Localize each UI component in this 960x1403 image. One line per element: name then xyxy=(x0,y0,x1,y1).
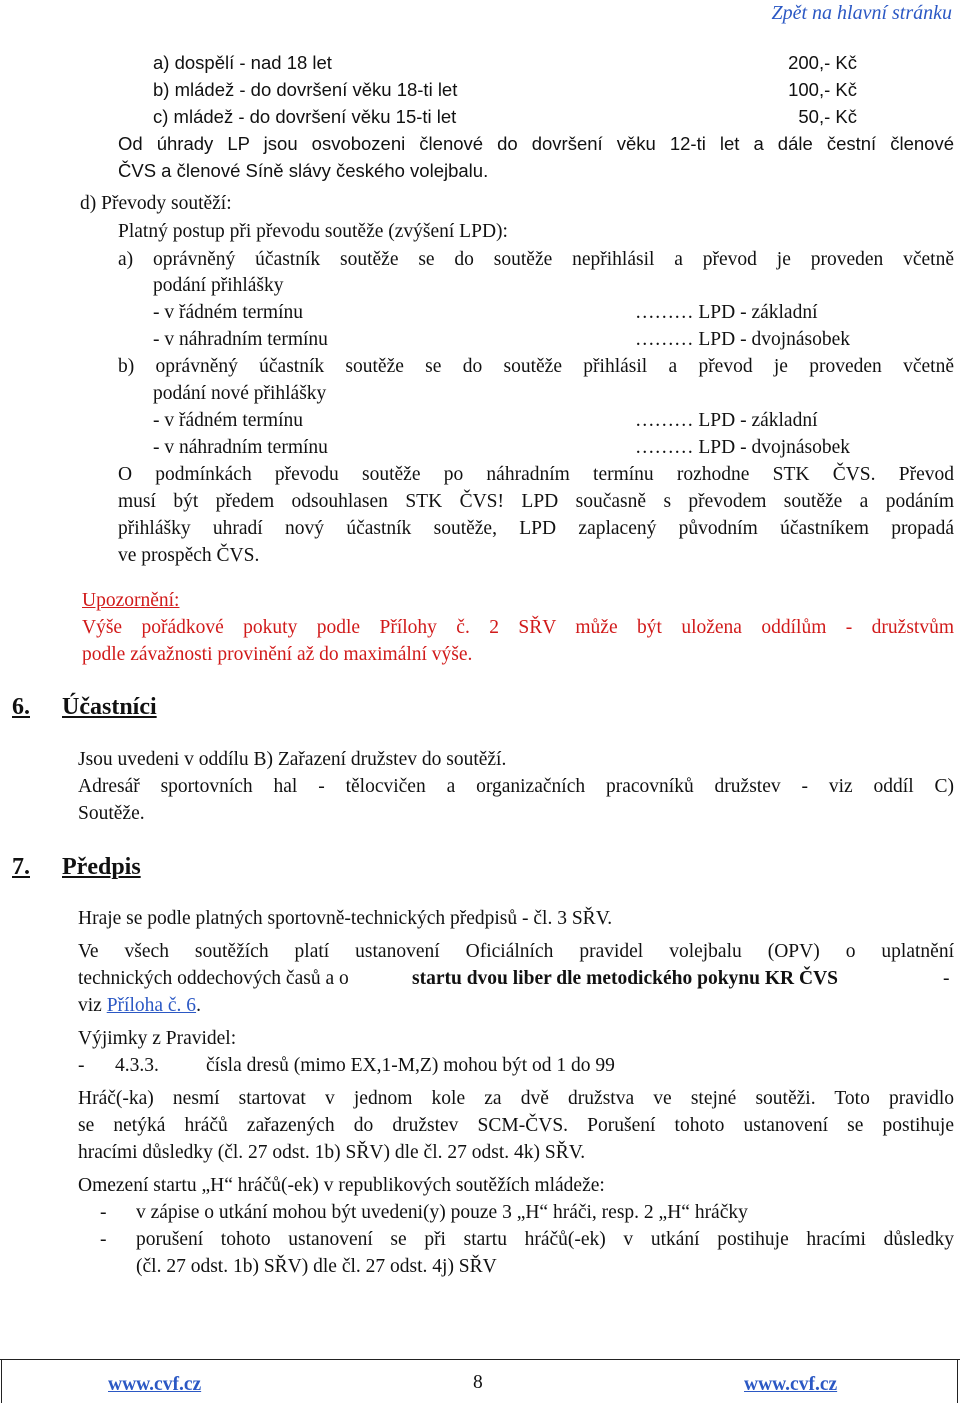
exception-rule-number: 4.3.3. xyxy=(115,1055,159,1076)
transfers-b-regular-term: - v řádném termínu xyxy=(153,410,303,431)
transfers-a-regular-term: - v řádném termínu xyxy=(153,302,303,323)
limit-item-2-dash: - xyxy=(100,1229,107,1250)
section-6-line-3: Soutěže. xyxy=(78,803,145,824)
transfers-intro: Platný postup při převodu soutěže (zvýšení LPD): xyxy=(118,221,508,242)
opv-line-3-prefix: viz xyxy=(78,995,102,1016)
section-6-line-2: Adresář sportovních hal - tělocvičen a organizačních pracovníků družstev - viz oddíl C) xyxy=(78,776,954,797)
exception-dash: - xyxy=(78,1055,85,1076)
warning-line-2: podle závažnosti provinění až do maximální výše. xyxy=(82,644,473,665)
footer-border-right xyxy=(957,1359,958,1403)
player-line-1: Hráč(-ka) nesmí startovat v jednom kole za dvě družstva ve stejné soutěži. Toto pravidlo xyxy=(78,1088,954,1109)
transfers-title: d) Převody soutěží: xyxy=(80,193,232,214)
fee-youth15-label: c) mládež - do dovršení věku 15-ti let xyxy=(153,106,457,127)
opv-line-2-start: technických oddechových časů a o xyxy=(78,968,349,989)
player-line-2: se netýká hráčů zařazených do družstev SCM-ČVS. Porušení tohoto ustanovení se postihuje xyxy=(78,1115,954,1136)
section-7-heading xyxy=(12,855,141,879)
transfers-b-line-1: b) oprávněný účastník soutěže se do soutěže přihlásil a převod je proveden včetně xyxy=(118,356,954,377)
warning-line-1: Výše pořádkové pokuty podle Přílohy č. 2 SŘV může být uložena oddílům - družstvům xyxy=(82,617,954,638)
transfers-paragraph-line-1: O podmínkách převodu soutěže po náhradním termínu rozhodne STK ČVS. Převod xyxy=(118,464,954,485)
exemption-line-2: ČVS a členové Síně slávy českého volejbalu. xyxy=(118,160,489,181)
footer-website-left[interactable]: www.cvf.cz xyxy=(108,1374,202,1395)
section-6-number: 6. xyxy=(12,694,30,720)
opv-line-3 xyxy=(78,996,201,1016)
back-to-home-link[interactable]: Zpět na hlavní stránku xyxy=(771,2,952,24)
footer-divider xyxy=(0,1359,960,1360)
rules-line: Hraje se podle platných sportovně-technických předpisů - čl. 3 SŘV. xyxy=(78,908,613,929)
exceptions-title: Výjimky z Pravidel: xyxy=(78,1028,237,1049)
transfers-b-substitute-fee: ……… LPD - dvojnásobek xyxy=(635,437,851,458)
exception-text: čísla dresů (mimo EX,1-M,Z) mohou být od 1 do 99 xyxy=(206,1055,615,1076)
section-7-number: 7. xyxy=(12,854,30,880)
exemption-line-1: Od úhrady LP jsou osvobozeni členové do dovršení věku 12-ti let a dále čestní členové xyxy=(118,133,954,154)
fee-adult-label: a) dospělí - nad 18 let xyxy=(153,52,332,73)
transfers-a-substitute-fee: ……… LPD - dvojnásobek xyxy=(635,329,851,350)
section-7-title: Předpis xyxy=(62,854,141,880)
transfers-paragraph-line-2: musí být předem odsouhlasen STK ČVS! LPD současně s převodem soutěže a podáním xyxy=(118,491,954,512)
transfers-a-line-1: a) oprávněný účastník soutěže se do soutěže nepřihlásil a převod je proveden včetně xyxy=(118,249,954,270)
opv-line-1: Ve všech soutěžích platí ustanovení Oficiálních pravidel volejbalu (OPV) o uplatnění xyxy=(78,941,954,962)
warning-title: Upozornění: xyxy=(82,590,180,611)
transfers-b-line-2: podání nové přihlášky xyxy=(153,383,327,404)
fee-youth18-label: b) mládež - do dovršení věku 18-ti let xyxy=(153,79,458,100)
transfers-a-substitute-term: - v náhradním termínu xyxy=(153,329,328,350)
limit-title: Omezení startu „H“ hráčů(-ek) v republikových soutěžích mládeže: xyxy=(78,1175,605,1196)
footer-website-right[interactable]: www.cvf.cz xyxy=(744,1374,838,1395)
opv-line-2-bold: startu dvou liber dle metodického pokynu KR ČVS xyxy=(412,968,838,989)
section-6-title: Účastníci xyxy=(62,694,157,720)
footer-page-number: 8 xyxy=(473,1372,483,1393)
opv-line-3-end: . xyxy=(196,995,201,1016)
transfers-a-regular-fee: ……… LPD - základní xyxy=(635,302,818,323)
limit-item-1: v zápise o utkání mohou být uvedeni(y) pouze 3 „H“ hráči, resp. 2 „H“ hráčky xyxy=(136,1202,748,1223)
transfers-b-regular-fee: ……… LPD - základní xyxy=(635,410,818,431)
transfers-a-line-2: podání přihlášky xyxy=(153,275,284,296)
section-6-line-1: Jsou uvedeni v oddílu B) Zařazení družstev do soutěží. xyxy=(78,749,507,770)
transfers-paragraph-line-4: ve prospěch ČVS. xyxy=(118,545,260,566)
section-6-heading xyxy=(12,695,177,719)
fee-adult-amount: 200,- Kč xyxy=(788,52,857,73)
limit-item-1-dash: - xyxy=(100,1202,107,1223)
fee-youth15-amount: 50,- Kč xyxy=(798,106,857,127)
limit-item-2-line-2: (čl. 27 odst. 1b) SŘV) dle čl. 27 odst. 4j) SŘV xyxy=(136,1256,497,1277)
limit-item-2-line-1: porušení tohoto ustanovení se při startu hráčů(-ek) v utkání postihuje hracími důsledky xyxy=(136,1229,954,1250)
transfers-b-substitute-term: - v náhradním termínu xyxy=(153,437,328,458)
opv-line-2-end: - xyxy=(943,968,950,989)
attachment-6-link[interactable]: Příloha č. 6 xyxy=(106,995,197,1016)
transfers-paragraph-line-3: přihlášky uhradí nový účastník soutěže, LPD zaplacený původním účastníkem propadá xyxy=(118,518,954,539)
fee-youth18-amount: 100,- Kč xyxy=(788,79,857,100)
footer-border-left xyxy=(1,1359,2,1403)
player-line-3: hracími důsledky (čl. 27 odst. 1b) SŘV) dle čl. 27 odst. 4k) SŘV. xyxy=(78,1142,586,1163)
